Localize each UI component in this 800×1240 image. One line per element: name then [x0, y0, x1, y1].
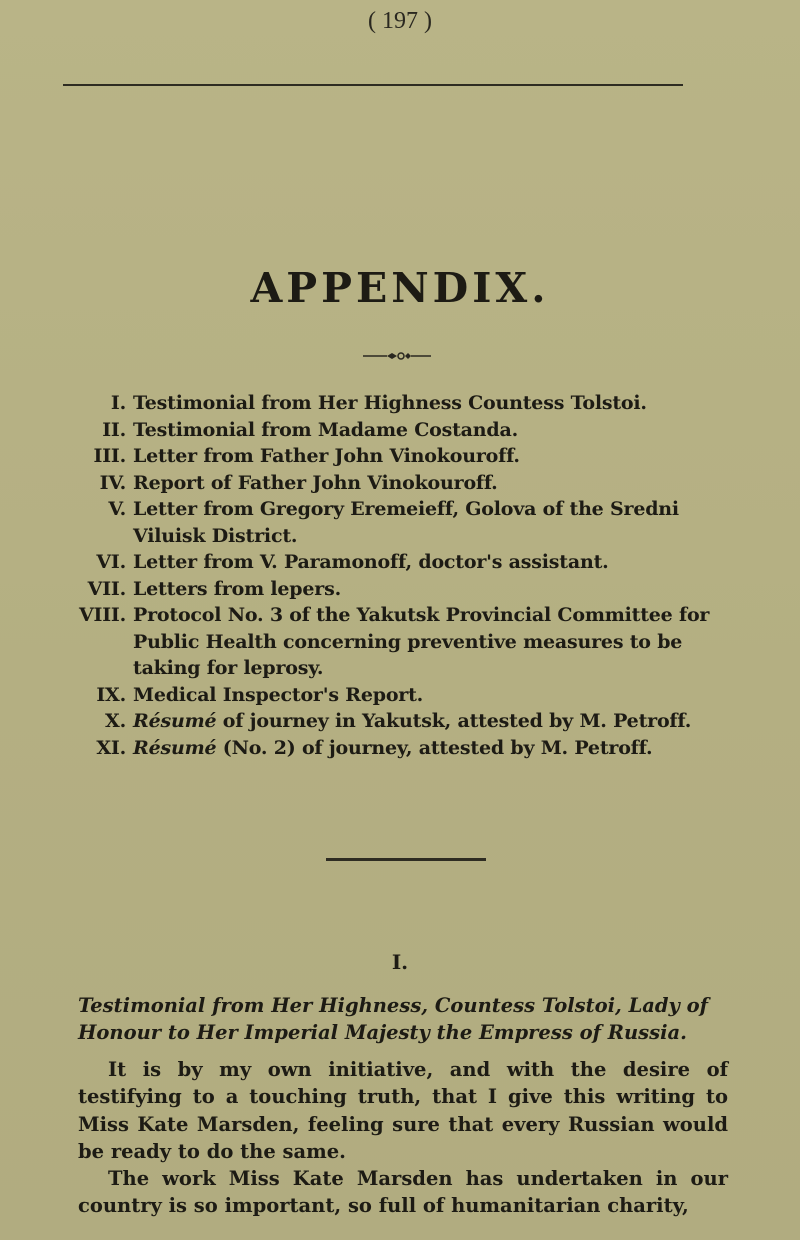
appendix-contents-list: [76, 390, 716, 761]
toc-item-text: Letters from lepers.: [133, 577, 341, 600]
toc-item-text: Testimonial from Madame Costanda.: [133, 418, 519, 441]
toc-item-number: VI.: [96, 551, 126, 573]
toc-item-number: III.: [93, 445, 126, 467]
section-number: I.: [391, 950, 409, 974]
toc-item-number: IV.: [99, 471, 126, 494]
toc-item: [76, 576, 716, 603]
toc-item-number: X.: [105, 710, 126, 732]
ornament-divider-icon: [363, 351, 431, 361]
toc-item-text: Protocol No. 3 of the Yakutsk Provincial Committee for Public Health concerning preventive measures to be taking for leprosy.: [133, 604, 710, 679]
toc-item-text: [133, 735, 716, 762]
toc-item-text: Report of Father John Vinokouroff.: [133, 471, 498, 494]
header-rule: [63, 84, 683, 86]
toc-item-text: Letter from Father John Vinokouroff.: [133, 445, 520, 467]
toc-item-text: [133, 708, 716, 735]
toc-item-number: II.: [102, 418, 126, 441]
page-number: ( 197 ): [368, 8, 432, 34]
toc-item-text: Medical Inspector's Report.: [133, 683, 424, 706]
toc-item-number: V.: [108, 498, 126, 520]
body-paragraph: It is by my own initiative, and with the desire of testifying to a touching truth, that I give this writing to Miss Kate Marsden, feeling sure that every Russian would be ready to do the same.: [78, 1058, 728, 1163]
toc-item-rest: (No. 2) of journey, attested by M. Petroff.: [216, 736, 653, 759]
toc-item: [76, 496, 716, 549]
toc-item-text: Letter from Gregory Eremeieff, Golova of the Sredni Viluisk District.: [133, 498, 679, 547]
toc-item: [76, 417, 716, 444]
body-paragraph: The work Miss Kate Marsden has undertaken in our country is so important, so full of humanitarian charity,: [78, 1167, 728, 1218]
toc-item-italic: Résumé: [133, 710, 217, 732]
toc-item-number: VII.: [87, 577, 126, 600]
toc-item-number: IX.: [96, 683, 126, 706]
toc-item-text: Letter from V. Paramonoff, doctor's assistant.: [133, 551, 609, 573]
toc-item-rest: of journey in Yakutsk, attested by M. Petroff.: [216, 710, 692, 732]
section-body: [78, 1056, 728, 1220]
section-heading: Testimonial from Her Highness, Countess Tolstoi, Lady of Honour to Her Imperial Majesty the Empress of Russia.: [78, 994, 709, 1044]
toc-item: [76, 390, 716, 417]
toc-item: [76, 682, 716, 709]
toc-item-text: Testimonial from Her Highness Countess Tolstoi.: [133, 392, 647, 414]
toc-item: [76, 708, 716, 735]
toc-item-number: VIII.: [78, 604, 126, 626]
toc-item-number: XI.: [96, 736, 126, 759]
toc-item: [76, 443, 716, 470]
toc-item: [76, 735, 716, 762]
appendix-title: APPENDIX.: [250, 264, 550, 312]
toc-item-italic: Résumé: [133, 736, 217, 759]
toc-item: [76, 549, 716, 576]
toc-item: [76, 470, 716, 497]
section-rule: [326, 858, 486, 861]
toc-item: [76, 602, 716, 682]
toc-item-number: I.: [110, 392, 126, 414]
